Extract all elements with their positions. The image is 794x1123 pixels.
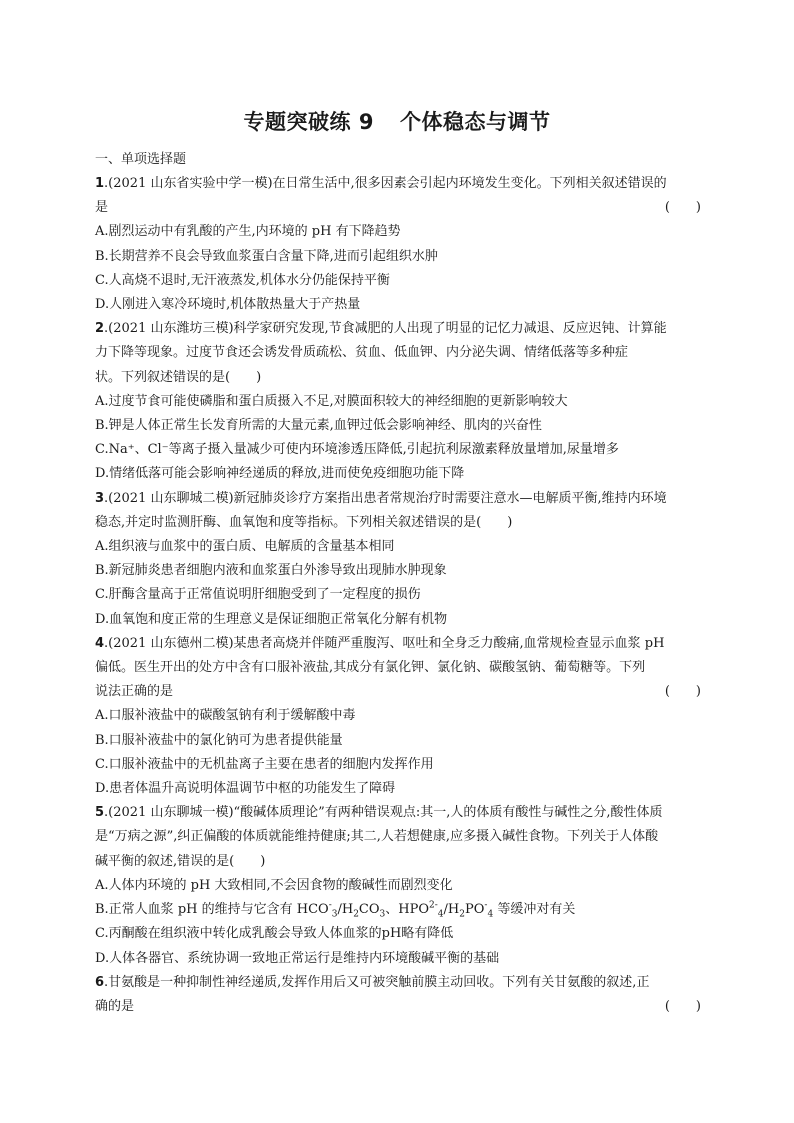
question-stem-line: 碱平衡的叙述,错误的是( ) <box>95 853 266 869</box>
option-a: A.过度节食可能使磷脂和蛋白质摄入不足,对膜面积较大的神经细胞的更新影响较大 <box>95 393 568 409</box>
question-number: 2 <box>95 321 105 337</box>
option-c: C.Na⁺、Cl⁻等离子摄入量减少可使内环境渗透压降低,引起抗利尿激素释放量增加,尿量增多 <box>95 442 619 458</box>
question-stem-line: 是“万病之源”,纠正偏酸的体质就能维持健康;其二,人若想健康,应多摄入碱性食物。下列关于人体酸 <box>95 829 659 845</box>
option-a: A.人体内环境的 pH 大致相同,不会因食物的酸碱性而剧烈变化 <box>95 877 453 893</box>
question-stem-line: .甘氨酸是一种抑制性神经递质,发挥作用后又可被突触前膜主动回收。下列有关甘氨酸的叙述,正 <box>104 974 650 990</box>
page-title <box>0 106 794 136</box>
question-stem-line: 确的是 <box>95 998 135 1014</box>
question-number: 5 <box>95 805 105 821</box>
question-number: 3 <box>95 490 105 506</box>
option-a: A.剧烈运动中有乳酸的产生,内环境的 pH 有下降趋势 <box>95 224 401 240</box>
answer-bracket: ( ) <box>664 684 701 700</box>
option-d: D.人刚进入寒冷环境时,机体散热量大于产热量 <box>95 297 361 313</box>
option-b: B.口服补液盐中的氯化钠可为患者提供能量 <box>95 732 343 748</box>
question-stem-line: 偏低。医生开出的处方中含有口服补液盐,其成分有氯化钾、氯化钠、碳酸氢钠、葡萄糖等。下列 <box>95 660 646 676</box>
answer-bracket: ( ) <box>664 998 701 1014</box>
question-stem-line: .(2021 山东德州二模)某患者高烧并伴随严重腹泻、呕吐和全身乏力酸痛,血常规检查显示血浆 pH <box>104 635 665 651</box>
question-3 <box>95 487 701 632</box>
option-d: D.人体各器官、系统协调一致地正常运行是维持内环境酸碱平衡的基础 <box>95 950 500 966</box>
question-stem-line: 力下降等现象。过度节食还会诱发骨质疏松、贫血、低血钾、内分泌失调、情绪低落等多种症 <box>95 345 629 361</box>
option-b: B.长期营养不良会导致血浆蛋白含量下降,进而引起组织水肿 <box>95 248 438 264</box>
title-topic: 个体稳态与调节 <box>399 110 551 134</box>
option-d: D.情绪低落可能会影响神经递质的释放,进而使免疫细胞功能下降 <box>95 466 465 482</box>
question-stem-line: .(2021 山东省实验中学一模)在日常生活中,很多因素会引起内环境发生变化。下列相关叙述错误的 <box>104 176 667 191</box>
answer-bracket: ( ) <box>664 200 701 216</box>
option-a: A.口服补液盐中的碳酸氢钠有利于缓解酸中毒 <box>95 708 356 724</box>
question-2 <box>95 317 701 486</box>
option-c: C.丙酮酸在组织液中转化成乳酸会导致人体血浆的pH略有降低 <box>95 926 454 942</box>
question-stem-line: 状。下列叙述错误的是( ) <box>95 369 262 385</box>
question-6 <box>95 971 701 1019</box>
title-main: 专题突破练 9 <box>243 110 374 134</box>
section-heading: 一、单项选择题 <box>95 152 187 167</box>
option-b: B.正常人血浆 pH 的维持与它含有 $HCO^-_3/H_2CO_3$、$HPO^{2-}_4/H_2PO^-_4$ 等缓冲对有关 <box>95 900 576 920</box>
question-stem-line: .(2021 山东聊城二模)新冠肺炎诊疗方案指出患者常规治疗时需要注意水—电解质平衡,维持内环境 <box>104 490 667 506</box>
option-a: A.组织液与血浆中的蛋白质、电解质的含量基本相同 <box>95 539 395 555</box>
question-number: 4 <box>95 635 105 651</box>
option-c: C.口服补液盐中的无机盐离子主要在患者的细胞内发挥作用 <box>95 756 434 772</box>
question-4 <box>95 632 701 801</box>
question-5 <box>95 801 701 970</box>
option-c: C.人高烧不退时,无汗液蒸发,机体水分仍能保持平衡 <box>95 272 390 288</box>
option-d: D.患者体温升高说明体温调节中枢的功能发生了障碍 <box>95 781 396 797</box>
option-b: B.钾是人体正常生长发育所需的大量元素,血钾过低会影响神经、肌肉的兴奋性 <box>95 418 542 434</box>
option-d: D.血氧饱和度正常的生理意义是保证细胞正常氧化分解有机物 <box>95 611 448 627</box>
question-stem-line: .(2021 山东聊城一模)“酸碱体质理论”有两种错误观点:其一,人的体质有酸性与碱性之分,酸性体质 <box>104 805 663 821</box>
question-1 <box>95 172 701 317</box>
question-stem-line: 说法正确的是 <box>95 684 174 700</box>
question-number: 6 <box>95 974 105 990</box>
question-stem-line: .(2021 山东潍坊三模)科学家研究发现,节食减肥的人出现了明显的记忆力减退、反应迟钝、计算能 <box>104 321 667 337</box>
question-stem-line: 是 <box>95 200 109 216</box>
question-number: 1 <box>95 176 105 191</box>
question-stem-line: 稳态,并定时监测肝酶、血氧饱和度等指标。下列相关叙述错误的是( ) <box>95 514 513 530</box>
option-b: B.新冠肺炎患者细胞内液和血浆蛋白外渗导致出现肺水肿现象 <box>95 563 447 579</box>
option-c: C.肝酶含量高于正常值说明肝细胞受到了一定程度的损伤 <box>95 587 421 603</box>
question-list <box>95 148 701 1019</box>
